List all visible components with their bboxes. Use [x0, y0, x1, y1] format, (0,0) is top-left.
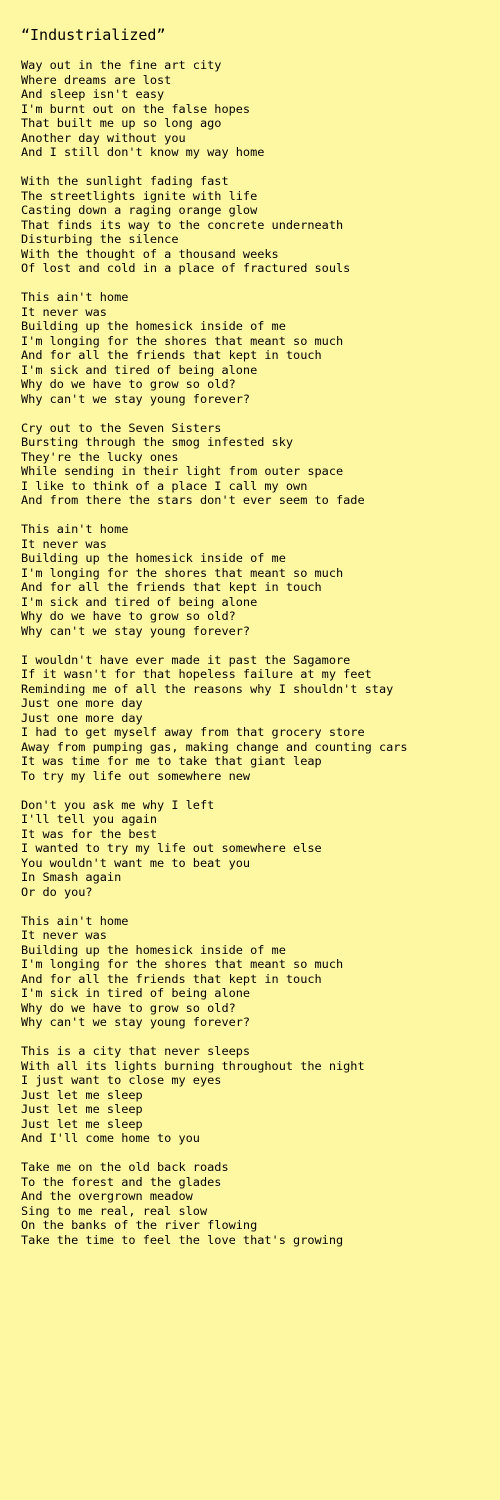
lyric-line: I'll tell you again	[21, 812, 158, 826]
lyric-line: It never was	[21, 536, 107, 551]
stanza-10	[21, 1160, 500, 1247]
lyric-line: And from there the stars don't ever seem to fade	[21, 493, 365, 507]
lyric-line: That built me up so long ago	[21, 116, 222, 130]
lyric-line: Why can't we stay young forever?	[21, 391, 251, 406]
lyric-line: I'm longing for the shores that meant so much	[21, 565, 344, 580]
lyric-line: Building up the homesick inside of me	[21, 942, 286, 957]
lyric-line: Just let me sleep	[21, 1116, 143, 1131]
lyric-line: Take the time to feel the love that's growing	[21, 1232, 344, 1247]
stanza-6	[21, 653, 500, 784]
lyric-line: Just let me sleep	[21, 1087, 143, 1102]
lyric-line: Where dreams are lost	[21, 72, 172, 87]
lyric-line: It never was	[21, 304, 107, 319]
lyric-line: With the sunlight fading fast	[21, 174, 229, 188]
lyric-line: I'm longing for the shores that meant so much	[21, 333, 344, 348]
lyric-line: It never was	[21, 928, 107, 942]
lyric-line: Reminding me of all the reasons why I shouldn't stay	[21, 681, 394, 696]
stanza-5	[21, 522, 500, 638]
lyric-line: While sending in their light from outer space	[21, 464, 344, 478]
lyric-line: Building up the homesick inside of me	[21, 551, 286, 565]
lyric-line: I'm burnt out on the false hopes	[21, 101, 251, 116]
lyric-line: In Smash again	[21, 870, 122, 884]
lyric-line: With the thought of a thousand weeks	[21, 246, 279, 261]
stanza-7	[21, 798, 500, 900]
lyric-line: Sing to me real, real slow	[21, 1203, 208, 1218]
lyric-line: This is a city that never sleeps	[21, 1044, 251, 1058]
stanza-2	[21, 174, 500, 276]
lyric-line: The streetlights ignite with life	[21, 188, 258, 203]
lyric-line: It was for the best	[21, 826, 158, 841]
lyric-line: Just one more day	[21, 710, 143, 725]
lyric-line: I had to get myself away from that grocery store	[21, 725, 365, 739]
lyric-line: I wouldn't have ever made it past the Sagamore	[21, 652, 351, 667]
stanza-4	[21, 421, 500, 508]
lyric-line: I just want to close my eyes	[21, 1073, 222, 1087]
stanza-1	[21, 58, 500, 160]
stanza-3	[21, 290, 500, 406]
stanza-9	[21, 1044, 500, 1146]
lyric-line: With all its lights burning throughout the night	[21, 1058, 365, 1073]
lyric-line: Another day without you	[21, 130, 186, 145]
lyric-line: And for all the friends that kept in touch	[21, 971, 322, 986]
lyric-line: You wouldn't want me to beat you	[21, 855, 251, 870]
lyric-line: And I'll come home to you	[21, 1131, 200, 1145]
lyric-line: And I still don't know my way home	[21, 145, 265, 159]
lyric-line: They're the lucky ones	[21, 449, 179, 464]
stanza-8	[21, 914, 500, 1030]
lyric-line: On the banks of the river flowing	[21, 1218, 258, 1232]
lyric-line: This ain't home	[21, 290, 129, 304]
lyric-line: Of lost and cold in a place of fractured souls	[21, 261, 351, 275]
lyric-line: Away from pumping gas, making change and counting cars	[21, 739, 408, 754]
lyric-line: To the forest and the glades	[21, 1174, 222, 1189]
lyric-line: This ain't home	[21, 913, 129, 928]
lyric-line: Casting down a raging orange glow	[21, 203, 258, 217]
lyric-line: And the overgrown meadow	[21, 1189, 193, 1203]
lyric-line: And sleep isn't easy	[21, 87, 165, 101]
lyric-line: I'm sick in tired of being alone	[21, 986, 251, 1000]
lyric-line: Why can't we stay young forever?	[21, 623, 251, 638]
lyric-line: Why do we have to grow so old?	[21, 377, 236, 391]
lyric-line: Disturbing the silence	[21, 232, 179, 246]
lyric-line: Just one more day	[21, 696, 143, 710]
lyric-line: And for all the friends that kept in touch	[21, 348, 322, 362]
lyric-line: Take me on the old back roads	[21, 1160, 229, 1174]
lyric-line: I'm sick and tired of being alone	[21, 594, 258, 609]
lyric-line: Just let me sleep	[21, 1102, 143, 1116]
lyric-line: Cry out to the Seven Sisters	[21, 420, 222, 435]
lyric-line: Way out in the fine art city	[21, 58, 222, 72]
lyric-line: Why do we have to grow so old?	[21, 609, 236, 623]
lyric-line: If it wasn't for that hopeless failure at my feet	[21, 667, 372, 681]
lyric-line: Don't you ask me why I left	[21, 797, 215, 812]
lyric-line: This ain't home	[21, 522, 129, 536]
lyric-line: Why do we have to grow so old?	[21, 1000, 236, 1015]
lyric-line: To try my life out somewhere new	[21, 768, 251, 783]
lyric-line: Building up the homesick inside of me	[21, 319, 286, 333]
lyric-line: I'm sick and tired of being alone	[21, 362, 258, 377]
lyric-line: It was time for me to take that giant leap	[21, 754, 322, 768]
lyric-line: That finds its way to the concrete underneath	[21, 217, 344, 232]
lyric-line: And for all the friends that kept in touch	[21, 580, 322, 594]
lyric-line: Or do you?	[21, 884, 93, 899]
song-title: “Industrialized”	[21, 26, 166, 44]
lyric-line: Bursting through the smog infested sky	[21, 435, 294, 449]
lyric-line: Why can't we stay young forever?	[21, 1015, 251, 1029]
lyrics-body	[21, 58, 500, 1247]
lyric-line: I like to think of a place I call my own	[21, 478, 308, 493]
lyric-line: I'm longing for the shores that meant so much	[21, 957, 344, 971]
lyric-line: I wanted to try my life out somewhere else	[21, 841, 322, 855]
